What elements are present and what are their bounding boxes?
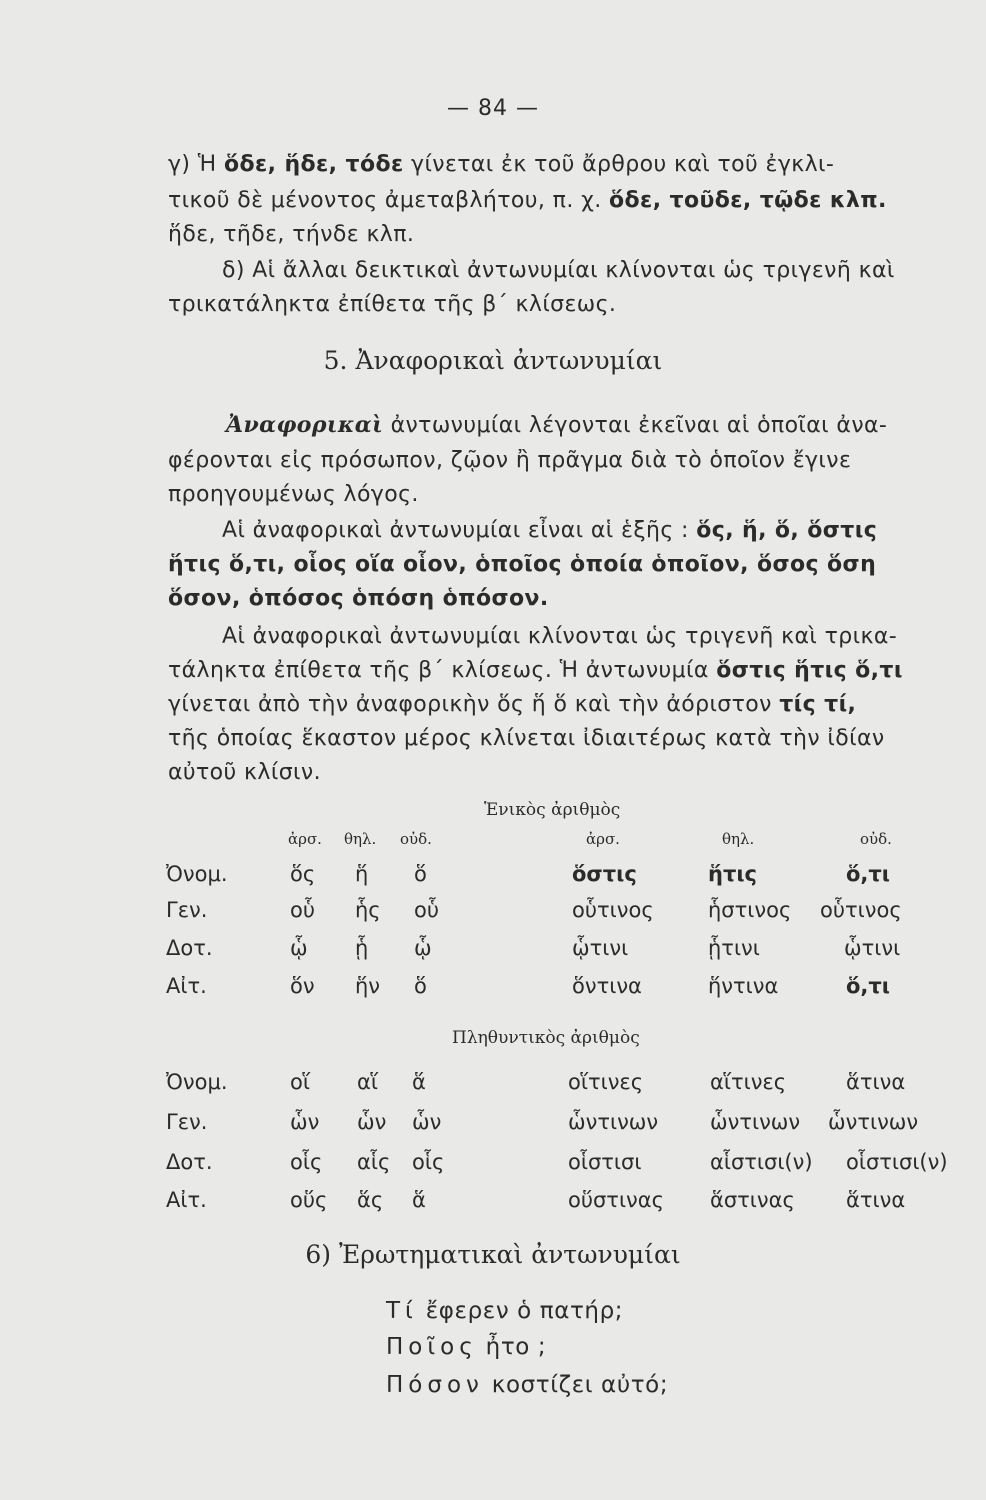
- emphasis-run: ὅδε, ἥδε, τόδε: [223, 152, 404, 177]
- table-cell: ᾧ: [290, 936, 308, 960]
- text-run: ὅς ἥ ὅ: [497, 692, 568, 717]
- table-cell: ὧντινων: [568, 1110, 659, 1134]
- case-label: Δοτ.: [166, 936, 213, 960]
- table-cell: ᾧτινι: [844, 936, 901, 960]
- table-cell: ἅτινα: [846, 1070, 906, 1094]
- text-run: τικοῦ δὲ μένοντος ἀμεταβλήτου, π. χ.: [168, 188, 610, 213]
- case-label: Ὀνομ.: [166, 862, 228, 886]
- text-run: γ) Ἡ: [168, 152, 224, 177]
- para-2-line-3: ὅσον, ὁπόσος ὁπόση ὁπόσον.: [168, 586, 549, 611]
- para-1-line-3: προηγουμένως λόγος.: [168, 482, 419, 507]
- table-cell: ἅ: [412, 1188, 426, 1212]
- table-cell: ἥντινα: [708, 974, 779, 998]
- table-cell: αἷστισι(ν): [710, 1150, 813, 1174]
- emphasis-run: Τί: [386, 1298, 418, 1324]
- para-3-line-1: Αἱ ἀναφορικαὶ ἀντωνυμίαι κλίνονται ὡς τριγενῆ καὶ τρικα-: [222, 624, 898, 649]
- text-run: ἀντωνυμίαι λέγονται ἐκεῖναι αἱ ὁποῖαι ἀνα-: [383, 413, 888, 438]
- text-run: ἦτο ;: [477, 1334, 547, 1360]
- table-cell: ᾗτινι: [708, 936, 760, 960]
- table-cell: ἥτις: [708, 862, 757, 886]
- table-cell: ὅ,τι: [846, 862, 890, 886]
- para-d-line-1: δ) Αἱ ἄλλαι δεικτικαὶ ἀντωνυμίαι κλίνονται ὡς τριγενῆ καὶ: [222, 258, 895, 283]
- table-cell: οἷστισι: [568, 1150, 642, 1174]
- text-run: γίνεται ἐκ τοῦ ἄρθρου καὶ τοῦ ἐγκλι-: [403, 152, 835, 177]
- para-g-line-3: [168, 222, 414, 247]
- table-cell: ὅ,τι: [846, 974, 890, 998]
- col-header: θηλ.: [722, 830, 755, 848]
- question-2: [386, 1334, 546, 1360]
- para-3-line-3: [168, 692, 856, 717]
- col-header: θηλ.: [344, 830, 377, 848]
- para-3-line-5: αὐτοῦ κλίσιν.: [168, 760, 321, 785]
- para-1-line-2: φέρονται εἰς πρόσωπον, ζῷον ἢ πρᾶγμα διὰ τὸ ὁποῖον ἔγινε: [168, 448, 852, 473]
- table-cell: οἷς: [290, 1150, 323, 1174]
- text-run: γίνεται ἀπὸ τὴν ἀναφορικὴν: [168, 692, 498, 717]
- table-cell: οἵ: [290, 1070, 310, 1094]
- table-cell: ἅτινα: [846, 1188, 906, 1212]
- table-cell: οἵτινες: [568, 1070, 644, 1094]
- case-label: Δοτ.: [166, 1150, 213, 1174]
- table-cell: οὗ: [414, 898, 439, 922]
- para-g-line-2: [168, 188, 887, 213]
- table-cell: ὧν: [357, 1110, 387, 1134]
- question-3: [386, 1372, 668, 1398]
- table-cell: αἵ: [357, 1070, 378, 1094]
- text-run: τάληκτα ἐπίθετα τῆς β΄ κλίσεως. Ἡ ἀντωνυμία: [168, 658, 717, 683]
- case-label: Αἰτ.: [166, 1188, 207, 1212]
- term-run: Ἀναφορικαὶ: [226, 412, 384, 438]
- section-6-heading: 6) Ἐρωτηματικαὶ ἀντωνυμίαι: [305, 1240, 681, 1269]
- table-cell: ἥ: [355, 862, 369, 886]
- table-cell: ὅς: [290, 862, 316, 886]
- text-run: Αἱ ἀναφορικαὶ ἀντωνυμίαι εἶναι αἱ ἑξῆς :: [222, 518, 697, 543]
- table-cell: οἷστισι(ν): [846, 1150, 948, 1174]
- table-cell: οὕς: [290, 1188, 328, 1212]
- table-cell: ᾧτινι: [572, 936, 629, 960]
- col-header: οὐδ.: [400, 830, 432, 848]
- case-label: Γεν.: [166, 1110, 208, 1134]
- emphasis-run: τίς τί,: [779, 692, 857, 717]
- table-cell: ὅ: [414, 862, 427, 886]
- case-label: Αἰτ.: [166, 974, 207, 998]
- col-header: οὐδ.: [860, 830, 892, 848]
- table-cell: ὅ: [414, 974, 427, 998]
- text-run: καὶ τὴν ἀόριστον: [567, 692, 780, 717]
- table-cell: οἷς: [412, 1150, 445, 1174]
- plural-caption: Πληθυντικὸς ἀριθμὸς: [452, 1028, 640, 1048]
- emphasis-run: Πόσον: [386, 1372, 484, 1398]
- emphasis-run: ὅστις ἥτις ὅ,τι: [716, 658, 903, 683]
- emphasis-run: ὅδε, τοῦδε, τῷδε κλπ.: [609, 188, 887, 213]
- table-cell: ὅν: [290, 974, 315, 998]
- text-run: κλπ.: [359, 222, 415, 247]
- para-2-line-1: [222, 518, 877, 543]
- table-cell: ἅ: [412, 1070, 426, 1094]
- table-cell: ᾧ: [414, 936, 432, 960]
- table-cell: ἧστινος: [708, 898, 792, 922]
- table-cell: ὧν: [412, 1110, 442, 1134]
- section-5-heading: 5. Ἀναφορικαὶ ἀντωνυμίαι: [323, 346, 663, 375]
- table-cell: οὗτινος: [820, 898, 902, 922]
- question-1: [386, 1298, 623, 1324]
- col-header: ἀρσ.: [586, 830, 620, 848]
- table-cell: αἵτινες: [710, 1070, 787, 1094]
- case-label: Γεν.: [166, 898, 208, 922]
- singular-caption: Ἑνικὸς ἀριθμὸς: [484, 800, 621, 820]
- table-cell: ἧς: [355, 898, 381, 922]
- table-cell: ὧν: [290, 1110, 320, 1134]
- para-3-line-2: [168, 658, 903, 683]
- para-g-line-1: [168, 152, 834, 177]
- emphasis-run: Ποῖος: [386, 1334, 478, 1360]
- table-cell: ᾗ: [355, 936, 369, 960]
- table-cell: ὧντινων: [710, 1110, 801, 1134]
- table-cell: ὧντινων: [828, 1110, 919, 1134]
- table-cell: οὕστινας: [568, 1188, 664, 1212]
- text-run: ἥδε, τῆδε, τήνδε: [168, 222, 360, 247]
- col-header: ἀρσ.: [288, 830, 322, 848]
- table-cell: οὗτινος: [572, 898, 654, 922]
- emphasis-run: ὅς, ἥ, ὅ, ὅστις: [696, 518, 878, 543]
- table-cell: ἅστινας: [710, 1188, 795, 1212]
- table-cell: ἥν: [355, 974, 381, 998]
- table-cell: ἅς: [357, 1188, 384, 1212]
- case-label: Ὀνομ.: [166, 1070, 228, 1094]
- para-d-line-2: τρικατάληκτα ἐπίθετα τῆς β΄ κλίσεως.: [168, 292, 617, 317]
- para-3-line-4: τῆς ὁποίας ἕκαστον μέρος κλίνεται ἰδιαιτέρως κατὰ τὴν ἰδίαν: [168, 726, 885, 751]
- table-cell: οὗ: [290, 898, 315, 922]
- para-2-line-2: ἥτις ὅ,τι, οἷος οἵα οἷον, ὁποῖος ὁποία ὁποῖον, ὅσος ὅση: [168, 552, 877, 577]
- table-cell: ὅντινα: [572, 974, 642, 998]
- table-cell: αἷς: [357, 1150, 391, 1174]
- page-number: — 84 —: [447, 96, 539, 121]
- table-cell: ὅστις: [572, 862, 637, 886]
- text-run: κοστίζει αὐτό;: [483, 1372, 669, 1398]
- text-run: ἔφερεν ὁ πατήρ;: [417, 1298, 624, 1324]
- para-1-line-1: [226, 412, 887, 438]
